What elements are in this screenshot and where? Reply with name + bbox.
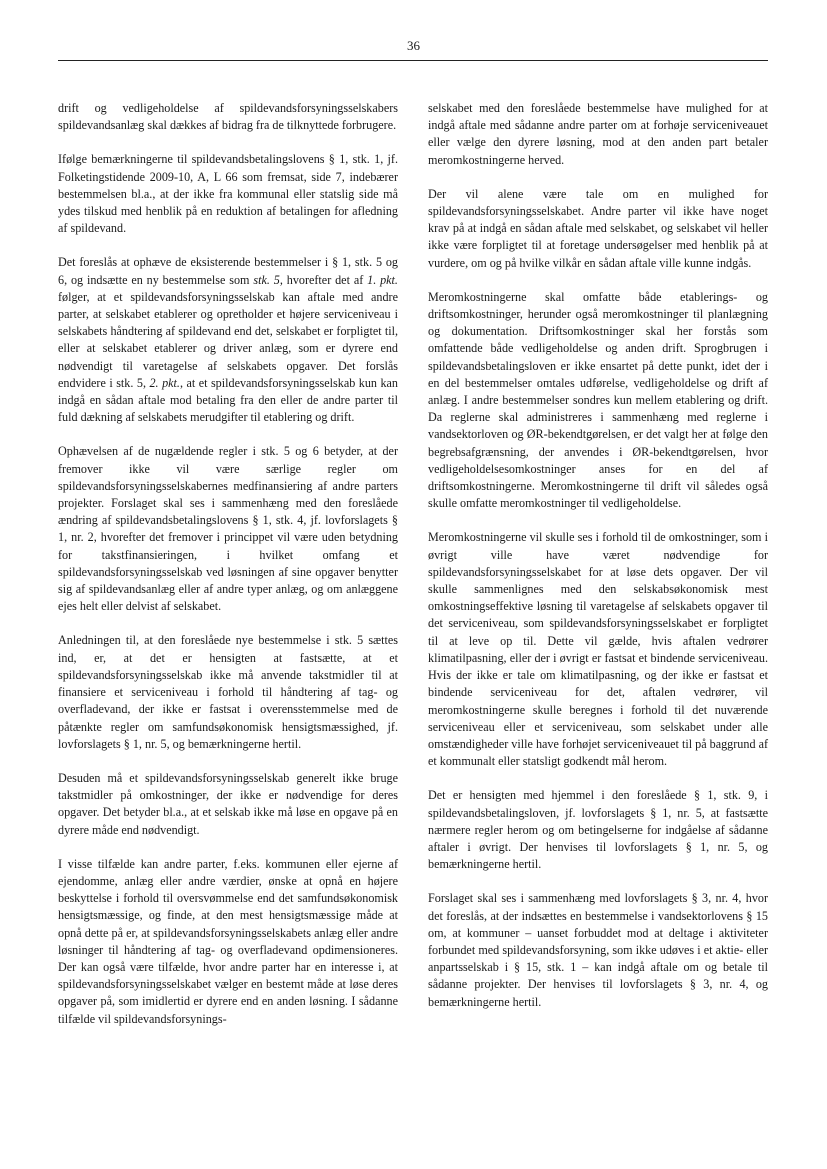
paragraph <box>58 151 398 237</box>
text-run: Det foreslås at ophæve de eksisterende bestemmelser i § 1, stk. 5 og 6, og indsætte en ny bestemmelse som <box>58 255 398 287</box>
text-run: Forslaget skal ses i sammenhæng med lovforslagets § 3, nr. 4, hvor det foreslås, at der indsættes en bestemmelse i vandsektorlovens § 15 om, at kommuner – uanset forbuddet mod at deltage i aktiviteter forbundet med spildevandsforsyning, som ikke udøves i et aktie- eller anpartsselskab i § 15, stk. 1 – kan indgå aftale om og betale til sådanne projekter. Der henvises til lovforslagets § 3, nr. 4, og bemærkningerne hertil. <box>428 891 768 1009</box>
right-column <box>428 100 768 1011</box>
text-run: Ophævelsen af de nugældende regler i stk. 5 og 6 betyder, at der fremover ikke vil være særlige regler om spildevandsforsyningsselskabernes medfinansiering af andre parters projekter. Forslaget skal ses i sammenhæng med den foreslåede ændring af spildevandsbetalingslovens § 1, stk. 4, jf. lovforslagets § 1, nr. 2, hvorefter det fremover i princippet vil være uden betydning for takstfinansieringen, i hvilket omfang et spildevandsforsyningsselskab ved løsningen af sine opgaver benytter sig af spildevandsanlæg eller af andre typer anlæg, og om anlæggene ejes helt eller delvist af selskabet. <box>58 444 398 614</box>
italic-text: 1. pkt. <box>367 272 398 287</box>
paragraph <box>58 443 398 615</box>
text-run: Desuden må et spildevandsforsyningsselskab generelt ikke bruge takstmidler på omkostninger, der ikke er nødvendige for deres opgaver. Det betyder bl.a., at et selskab ikke må løse en opgave på en dyrere måde end nødvendigt. <box>58 770 398 837</box>
text-run: , at et spildevandsforsyningsselskab kun kan indgå en sådan aftale mod betaling fra den eller de andre parter til fuld dækning af selskabets merudgifter til etablering og drift. <box>58 375 398 425</box>
paragraph <box>428 100 768 169</box>
paragraph <box>58 632 398 752</box>
paragraph <box>428 787 768 873</box>
header-rule <box>58 60 768 61</box>
italic-text: stk. 5, <box>253 272 283 287</box>
text-run: I visse tilfælde kan andre parter, f.eks. kommunen eller ejerne af ejendomme, anlæg eller andre værdier, ønske at opnå en højere beskyttelse i forhold til oversvømmelse end det samfundsøkonomisk hensigtsmæssige, og finde, at den mest hensigtsmæssige måde at opnå dette på er, at spildevandsforsyningsselskabets anlæg eller andre løsninger til håndtering af tag- og overfladevand opdimensioneres. Der kan også være tilfælde, hvor andre parter har en interesse i, at spildevandsforsyningsselskabet vælger en bestemt måde at løse deres opgaver på, som imidlertid er dyrere end en anden løsning. I sådanne tilfælde vil spildevandsforsynings- <box>58 856 398 1026</box>
text-run: Der vil alene være tale om en mulighed for spildevandsforsyningsselskabet. Andre parter vil ikke have noget krav på at indgå en sådan aftale med selskabet, og selskabet vil heller ikke være forpligtet til at foretage undersøgelser med henblik på at vurdere, om og på hvilke vilkår en sådan aftale ville kunne indgås. <box>428 186 768 270</box>
left-column <box>58 100 398 1028</box>
text-run: Ifølge bemærkningerne til spildevandsbetalingslovens § 1, stk. 1, jf. Folketingstidende 2009-10, A, L 66 som fremsat, side 7, indebærer bestemmelsen bl.a., at der ikke fra kommunal eller statslig side må ydes tilskud med henblik på en reduktion af betalingen for afledning af spildevand. <box>58 152 398 236</box>
text-run: hvorefter det af <box>282 272 368 287</box>
text-run: Meromkostningerne vil skulle ses i forhold til de omkostninger, som i øvrigt ville have været nødvendige for spildevandsforsyningsselskabet for at løse dets opgaver. Der vil skulle sammenlignes med den selskabsøkonomisk mest omkostningseffektive løsning til varetagelse af selskabets opgaver til det serviceniveau, som spildevandsforsyningsselskabet er forpligtet til at leve op til. Dette vil gælde, hvis aftalen vedrører klimatilpasning, eller der i øvrigt er fastsat et bindende serviceniveau. Hvis der ikke er tale om klimatilpasning, og der ikke er fastsat et bindende serviceniveau for det, aftalen vedrører, vil meromkostningerne skulle beregnes i forhold til det nuværende serviceniveau eller et serviceniveau, som selskabet under alle omstændigheder ville have forhøjet serviceniveauet til på baggrund af et kommunalt eller statsligt godkendt mål herom. <box>428 530 768 769</box>
paragraph <box>428 289 768 513</box>
text-run: Anledningen til, at den foreslåede nye bestemmelse i stk. 5 sættes ind, er, at det er hensigten at fastsætte, at et spildevandsforsyningsselskab ikke må anvende takstmidler til at finansiere et serviceniveau i forhold til håndtering af tag- og overfladevand, der ikke er fastsat i overensstemmelse med de påtænkte regler om samfundsøkonomisk hensigtsmæssighed, jf. lovforslagets § 1, nr. 5, og bemærkningerne hertil. <box>58 633 398 751</box>
text-run: Meromkostningerne skal omfatte både etablerings- og driftsomkostninger, herunder også meromkostninger til planlægning og dokumentation. Driftsomkostninger skal her forstås som omfattende både vedligeholdelse og anden drift. Sprogbrugen i spildevandsbetalingsloven er ikke ensartet på dette punkt, idet der i en del bestemmelser omtales udførelse, vedligeholdelse og drift af anlæg. I andre bestemmelser sondres kun mellem etablering og drift. Da reglerne skal administreres i sammenhæng med reglerne i vandsektorloven og ØR-bekendtgørelsen, er det valgt her at følge den begrebsafgrænsning, der anvendes i ØR-bekendtgørelsen, hvor vedligeholdelsesomkostninger anses for en del af driftsomkostningerne. Meromkostningerne til drift vil således også skulle omfatte meromkostninger til vedligeholdelse. <box>428 289 768 511</box>
paragraph <box>58 100 398 134</box>
text-run: drift og vedligeholdelse af spildevandsforsyningsselskabers spildevandsanlæg skal dækkes af bidrag fra de tilknyttede forbrugere. <box>58 101 398 133</box>
text-run: Det er hensigten med hjemmel i den foreslåede § 1, stk. 9, i spildevandsbetalingsloven, jf. lovforslagets § 1, nr. 5, at fastsætte nærmere regler herom og om betingelserne for indgåelse af sådanne aftaler i øvrigt. Der henvises til lovforslagets § 1, nr. 5, og bemærkningerne hertil. <box>428 788 768 872</box>
paragraph <box>428 529 768 770</box>
paragraph <box>58 254 398 426</box>
paragraph <box>428 890 768 1010</box>
paragraph <box>58 856 398 1028</box>
text-run: selskabet med den foreslåede bestemmelse have mulighed for at indgå aftale med sådanne andre parter om at forhøje serviceniveauet eller vælge den dyrere løsning, mod at den anden part betaler meromkostningerne herved. <box>428 101 768 167</box>
text-run: følger, at et spildevandsforsyningsselskab kan aftale med andre parter, at selskabet etablerer og opretholder et højere serviceniveau i selskabets håndtering af spildevand end det, selskabet er forpligtet til, eller at selskabet etablerer og driver anlæg, som er dyrere end nødvendigt til varetagelse af selskabets opgaver. Det forslås endvidere i stk. 5, <box>58 289 398 390</box>
page-number: 36 <box>407 38 420 53</box>
paragraph <box>428 186 768 272</box>
italic-text: 2. pkt. <box>149 375 180 390</box>
paragraph <box>58 770 398 839</box>
